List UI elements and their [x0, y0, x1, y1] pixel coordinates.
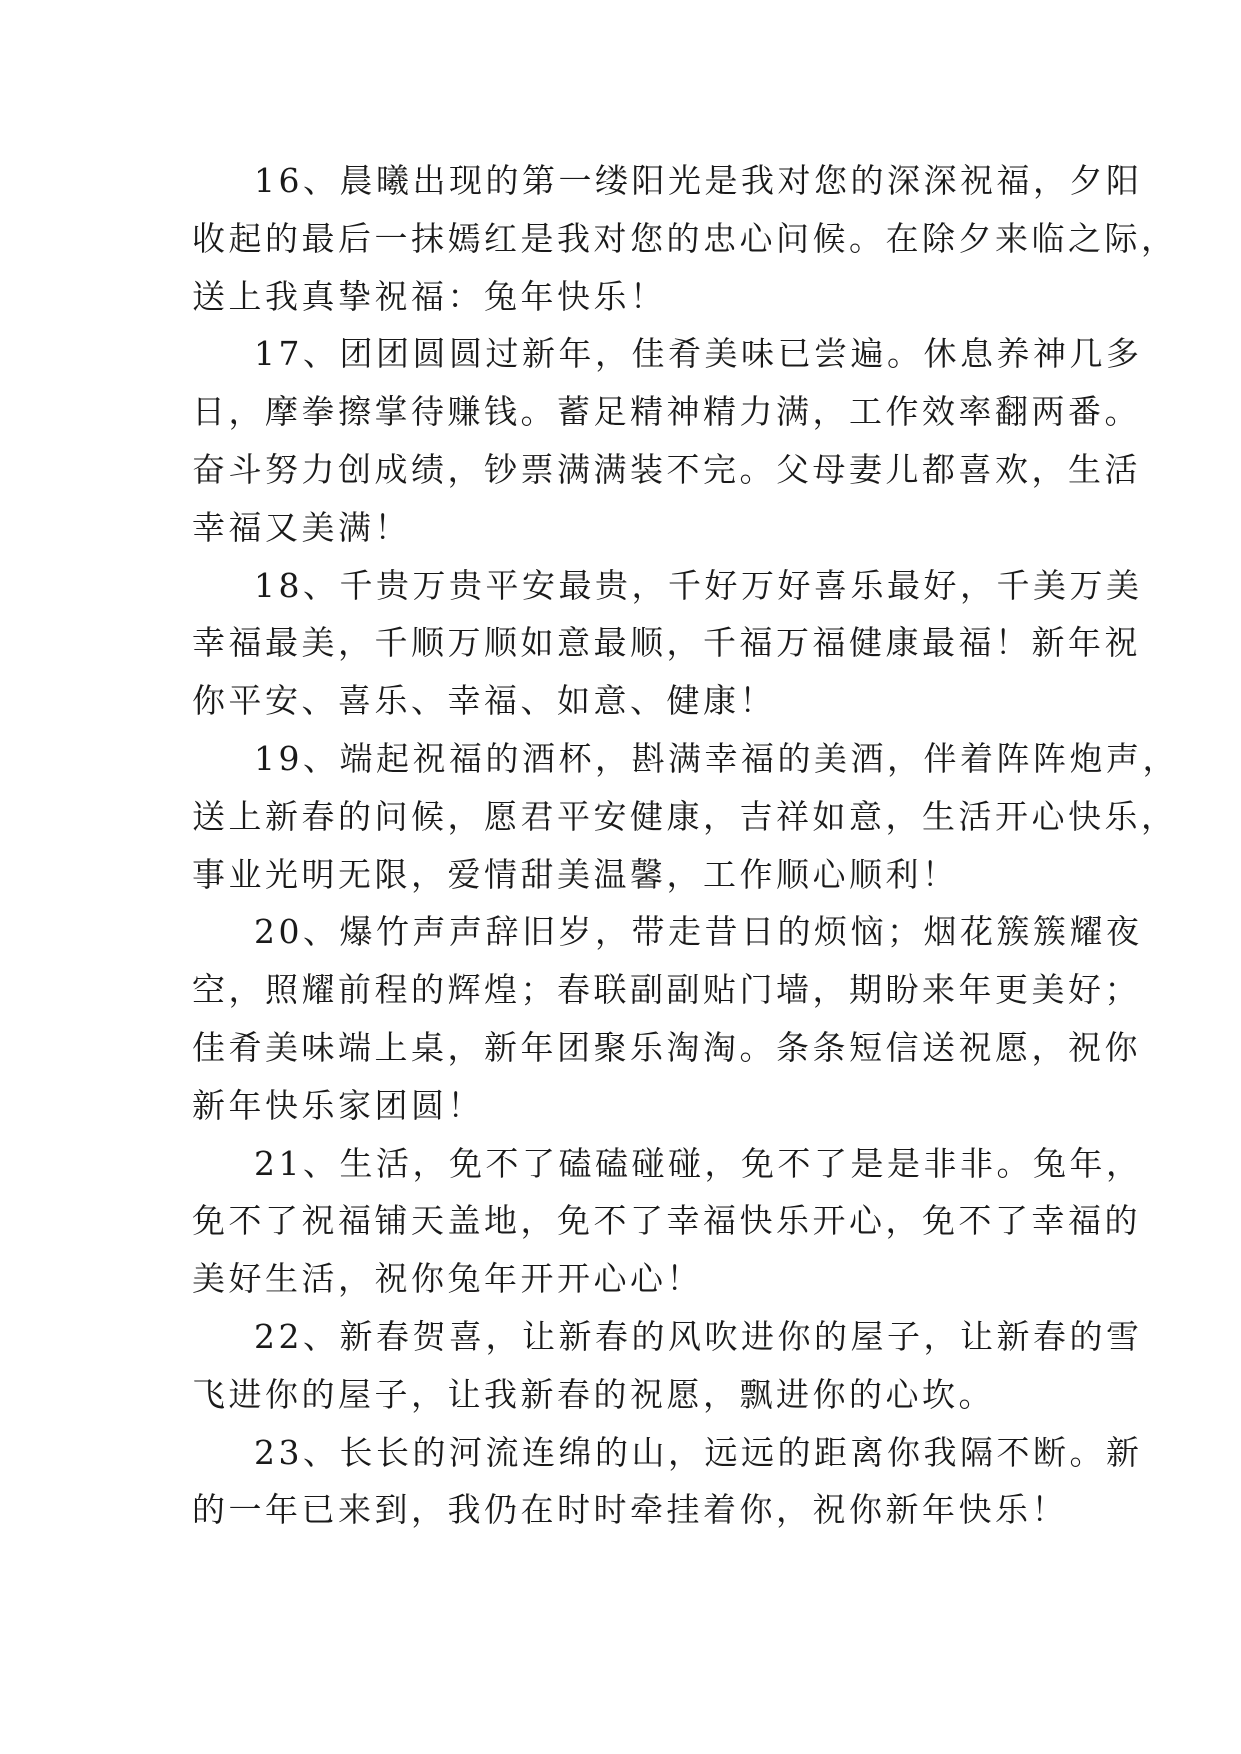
paragraph-23	[192, 1424, 1143, 1540]
text-line: 收起的最后一抹嫣红是我对您的忠心问候。在除夕来临之际，	[192, 218, 1178, 258]
paragraph-21	[192, 1135, 1143, 1308]
text-line: 新年快乐家团圆！	[192, 1085, 484, 1125]
text-line: 23、长长的河流连绵的山，远远的距离你我隔不断。新	[254, 1432, 1143, 1472]
text-line: 免不了祝福铺天盖地，免不了幸福快乐开心，免不了幸福的	[192, 1201, 1141, 1241]
text-line: 美好生活，祝你兔年开开心心！	[192, 1259, 703, 1299]
text-line: 佳肴美味端上桌，新年团聚乐淘淘。条条短信送祝愿，祝你	[192, 1027, 1141, 1067]
text-line: 幸福最美，千顺万顺如意最顺，千福万福健康最福！新年祝	[192, 623, 1141, 663]
text-line: 22、新春贺喜，让新春的风吹进你的屋子，让新春的雪	[254, 1316, 1143, 1356]
text-line: 你平安、喜乐、幸福、如意、健康！	[192, 681, 776, 721]
text-line: 19、端起祝福的酒杯，斟满幸福的美酒，伴着阵阵炮声，	[254, 738, 1179, 778]
text-line: 事业光明无限，爱情甜美温馨，工作顺心顺利！	[192, 854, 959, 894]
paragraph-16	[192, 152, 1178, 325]
text-line: 18、千贵万贵平安最贵，千好万好喜乐最好，千美万美	[254, 565, 1143, 605]
paragraph-17	[192, 325, 1143, 556]
paragraph-22	[192, 1308, 1143, 1424]
text-line: 幸福又美满！	[192, 507, 411, 547]
text-line: 的一年已来到，我仍在时时牵挂着你，祝你新年快乐！	[192, 1490, 1068, 1530]
text-line: 日，摩拳擦掌待赚钱。蓄足精神精力满，工作效率翻两番。	[192, 392, 1141, 432]
text-line: 送上我真挚祝福：兔年快乐！	[192, 276, 667, 316]
paragraph-18	[192, 557, 1143, 730]
text-line: 16、晨曦出现的第一缕阳光是我对您的深深祝福，夕阳	[254, 161, 1143, 200]
document-body	[192, 152, 1179, 1539]
text-line: 送上新春的问候，愿君平安健康，吉祥如意，生活开心快乐，	[192, 796, 1178, 836]
text-line: 空，照耀前程的辉煌；春联副副贴门墙，期盼来年更美好；	[192, 970, 1141, 1010]
text-line: 17、团团圆圆过新年，佳肴美味已尝遍。休息养神几多	[254, 334, 1143, 374]
text-line: 20、爆竹声声辞旧岁，带走昔日的烦恼；烟花簇簇耀夜	[254, 912, 1143, 952]
paragraph-19	[192, 730, 1179, 903]
text-line: 奋斗努力创成绩，钞票满满装不完。父母妻儿都喜欢，生活	[192, 449, 1141, 489]
text-line: 飞进你的屋子，让我新春的祝愿，飘进你的心坎。	[192, 1374, 995, 1414]
text-line: 21、生活，免不了磕磕碰碰，免不了是是非非。兔年，	[254, 1143, 1143, 1183]
paragraph-20	[192, 903, 1143, 1134]
